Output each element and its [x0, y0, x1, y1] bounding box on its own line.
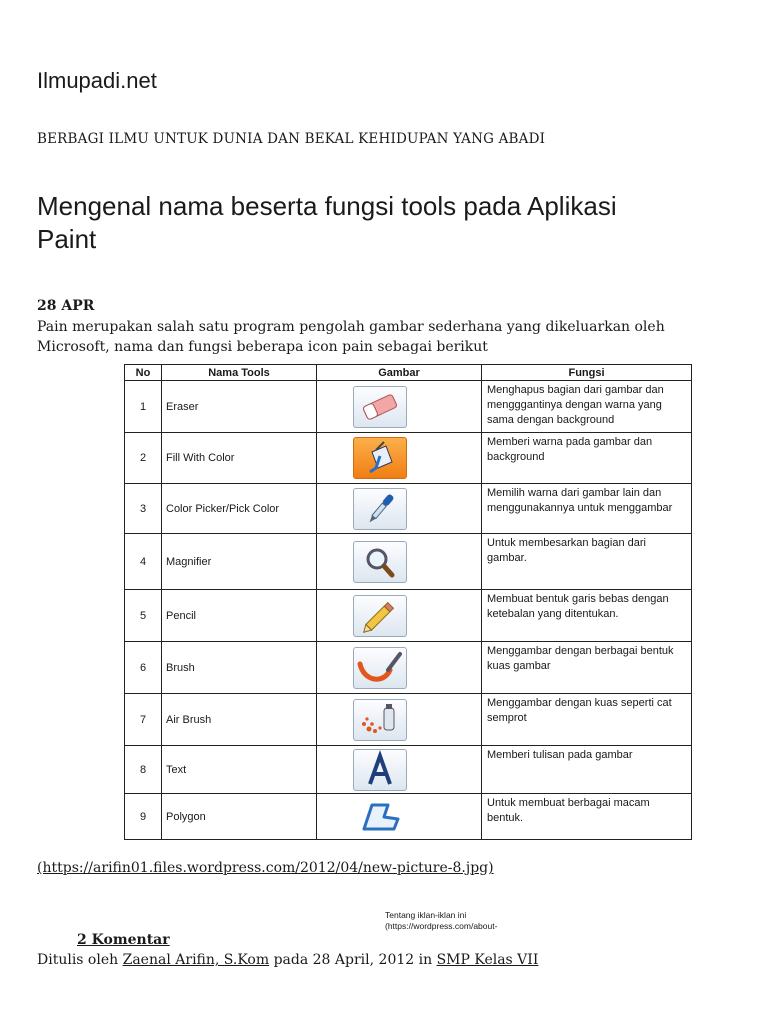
row-no: 8: [125, 746, 162, 794]
row-function: Untuk membuat berbagai macam bentuk.: [482, 794, 692, 840]
row-function: Memberi tulisan pada gambar: [482, 746, 692, 794]
post-title: Mengenal nama beserta fungsi tools pada Aplikasi Paint: [37, 191, 617, 254]
eraser-icon: [353, 386, 407, 428]
header-image: Gambar: [317, 365, 482, 381]
row-no: 1: [125, 381, 162, 433]
post-date: 28 APR: [37, 298, 95, 314]
table-row: [125, 534, 692, 590]
row-name: Brush: [162, 642, 317, 694]
header-no: No: [125, 365, 162, 381]
brush-icon: [353, 647, 407, 689]
row-no: 9: [125, 794, 162, 840]
row-no: 5: [125, 590, 162, 642]
row-function: Memberi warna pada gambar dan background: [482, 433, 692, 484]
row-name: Magnifier: [162, 534, 317, 590]
comments-link[interactable]: 2 Komentar: [77, 932, 170, 948]
row-name: Air Brush: [162, 694, 317, 746]
site-tagline: BERBAGI ILMU UNTUK DUNIA DAN BEKAL KEHIDUPAN YANG ABADI: [37, 131, 546, 147]
table-row: [125, 484, 692, 534]
site-title[interactable]: Ilmupadi.net: [37, 68, 157, 93]
header-function: Fungsi: [482, 365, 692, 381]
byline-prefix: Ditulis oleh: [37, 952, 119, 968]
table-row: [125, 642, 692, 694]
fill-bucket-icon: [353, 437, 407, 479]
color-picker-icon: [353, 488, 407, 530]
row-function: Menggambar dengan berbagai bentuk kuas gambar: [482, 642, 692, 694]
row-no: 6: [125, 642, 162, 694]
table-row: [125, 794, 692, 840]
table-header-row: [125, 365, 692, 381]
table-row: [125, 590, 692, 642]
ad-notice-title: Tentang iklan-iklan ini: [385, 910, 467, 920]
row-no: 3: [125, 484, 162, 534]
airbrush-icon: [353, 699, 407, 741]
ad-notice[interactable]: [385, 910, 497, 932]
row-name: Polygon: [162, 794, 317, 840]
table-row: [125, 746, 692, 794]
row-function: Menggambar dengan kuas seperti cat semprot: [482, 694, 692, 746]
table-row: [125, 381, 692, 433]
polygon-icon: [353, 796, 407, 838]
magnifier-icon: [353, 541, 407, 583]
row-function: Untuk membesarkan bagian dari gambar.: [482, 534, 692, 590]
ad-notice-url: (https://wordpress.com/about-: [385, 921, 498, 931]
text-icon: [353, 749, 407, 791]
pencil-icon: [353, 595, 407, 637]
post-intro: Pain merupakan salah satu program pengolah gambar sederhana yang dikeluarkan oleh Microsoft, nama dan fungsi beberapa icon pain sebagai berikut: [37, 319, 665, 355]
category-link[interactable]: SMP Kelas VII: [436, 952, 539, 968]
row-name: Fill With Color: [162, 433, 317, 484]
row-no: 2: [125, 433, 162, 484]
row-name: Eraser: [162, 381, 317, 433]
row-no: 4: [125, 534, 162, 590]
row-function: Menghapus bagian dari gambar dan mengggantinya dengan warna yang sama dengan background: [482, 381, 692, 433]
row-no: 7: [125, 694, 162, 746]
row-function: Memilih warna dari gambar lain dan menggunakannya untuk menggambar: [482, 484, 692, 534]
row-name: Pencil: [162, 590, 317, 642]
post-byline: [37, 952, 538, 968]
image-source-link[interactable]: (https://arifin01.files.wordpress.com/2012/04/new-picture-8.jpg): [37, 860, 494, 876]
author-link[interactable]: Zaenal Arifin, S.Kom: [122, 952, 270, 968]
byline-middle: pada 28 April, 2012 in: [273, 952, 433, 968]
row-name: Color Picker/Pick Color: [162, 484, 317, 534]
table-row: [125, 433, 692, 484]
row-name: Text: [162, 746, 317, 794]
paint-tools-table: [124, 364, 692, 840]
row-function: Membuat bentuk garis bebas dengan ketebalan yang ditentukan.: [482, 590, 692, 642]
header-name: Nama Tools: [162, 365, 317, 381]
table-row: [125, 694, 692, 746]
